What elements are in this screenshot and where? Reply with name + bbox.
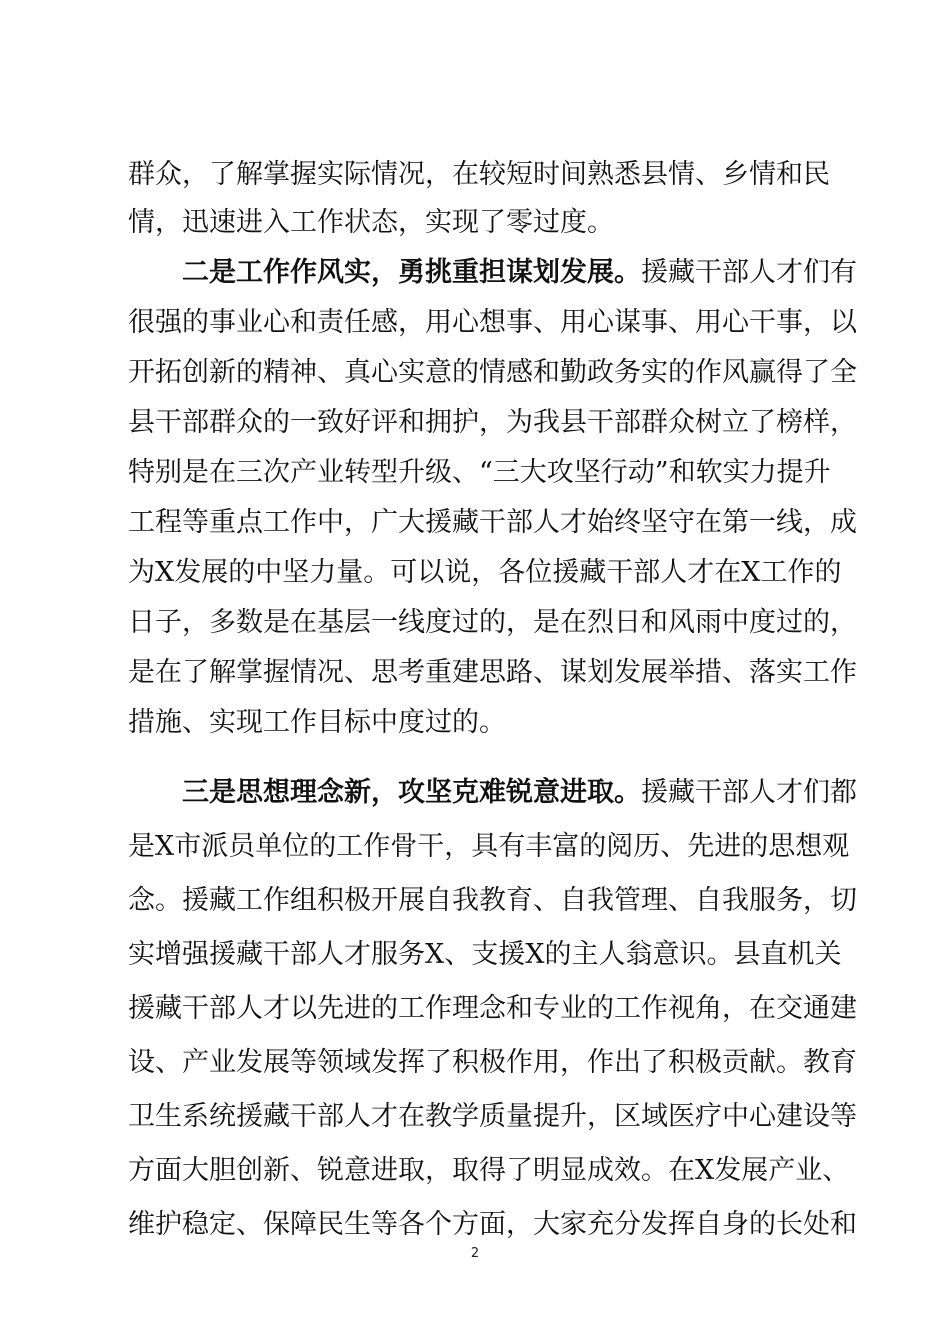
paragraph-3-line-3: 念。援藏工作组积极开展自我教育、自我管理、自我服务，切 bbox=[128, 885, 857, 916]
paragraph-2-line-7: 为X发展的中坚力量。可以说，各位援藏干部人才在X工作的 bbox=[128, 557, 842, 588]
paragraph-2-line-9: 是在了解掌握情况、思考重建思路、谋划发展举措、落实工作 bbox=[128, 657, 857, 688]
paragraph-3-first-line bbox=[182, 773, 857, 813]
paragraph-3-heading: 三是思想理念新，攻坚克难锐意进取。 bbox=[182, 777, 641, 808]
paragraph-2-line-8: 日子，多数是在基层一线度过的，是在烈日和风雨中度过的， bbox=[128, 607, 857, 638]
paragraph-3-line-7: 卫生系统援藏干部人才在教学质量提升，区域医疗中心建设等 bbox=[128, 1101, 857, 1132]
paragraph-2-line-3: 开拓创新的精神、真心实意的情感和勤政务实的作风赢得了全 bbox=[128, 357, 857, 388]
paragraph-3-line-5: 援藏干部人才以先进的工作理念和专业的工作视角，在交通建 bbox=[128, 993, 857, 1024]
paragraph-1-line-1: 群众，了解掌握实际情况，在较短时间熟悉县情、乡情和民 bbox=[128, 159, 830, 190]
paragraph-3-line-8: 方面大胆创新、锐意进取，取得了明显成效。在X发展产业、 bbox=[128, 1155, 850, 1186]
paragraph-3-line-6: 设、产业发展等领域发挥了积极作用，作出了积极贡献。教育 bbox=[128, 1047, 857, 1078]
paragraph-2-heading: 二是工作作风实，勇挑重担谋划发展。 bbox=[182, 257, 641, 288]
paragraph-2-line-2: 很强的事业心和责任感，用心想事、用心谋事、用心干事，以 bbox=[128, 307, 857, 338]
paragraph-3-line-4: 实增强援藏干部人才服务X、支援X的主人翁意识。县直机关 bbox=[128, 939, 842, 970]
paragraph-2-line-6: 工程等重点工作中，广大援藏干部人才始终坚守在第一线，成 bbox=[128, 507, 857, 538]
paragraph-3-line-2: 是X市派员单位的工作骨干，具有丰富的阅历、先进的思想观 bbox=[128, 831, 850, 862]
paragraph-2-first-line bbox=[182, 253, 857, 293]
page-number: 2 bbox=[470, 1246, 480, 1261]
paragraph-2-line-4: 县干部群众的一致好评和拥护，为我县干部群众树立了榜样， bbox=[128, 407, 857, 438]
paragraph-3-line-9: 维护稳定、保障民生等各个方面，大家充分发挥自身的长处和 bbox=[128, 1209, 857, 1240]
paragraph-2-line-5: 特别是在三次产业转型升级、“三大攻坚行动”和软实力提升 bbox=[128, 457, 831, 488]
paragraph-1-line-2: 情，迅速进入工作状态，实现了零过度。 bbox=[128, 207, 614, 238]
paragraph-2-line-10: 措施、实现工作目标中度过的。 bbox=[128, 707, 506, 738]
paragraph-2-first-line-rest: 援藏干部人才们有 bbox=[641, 257, 857, 288]
paragraph-3-first-line-rest: 援藏干部人才们都 bbox=[641, 777, 857, 808]
